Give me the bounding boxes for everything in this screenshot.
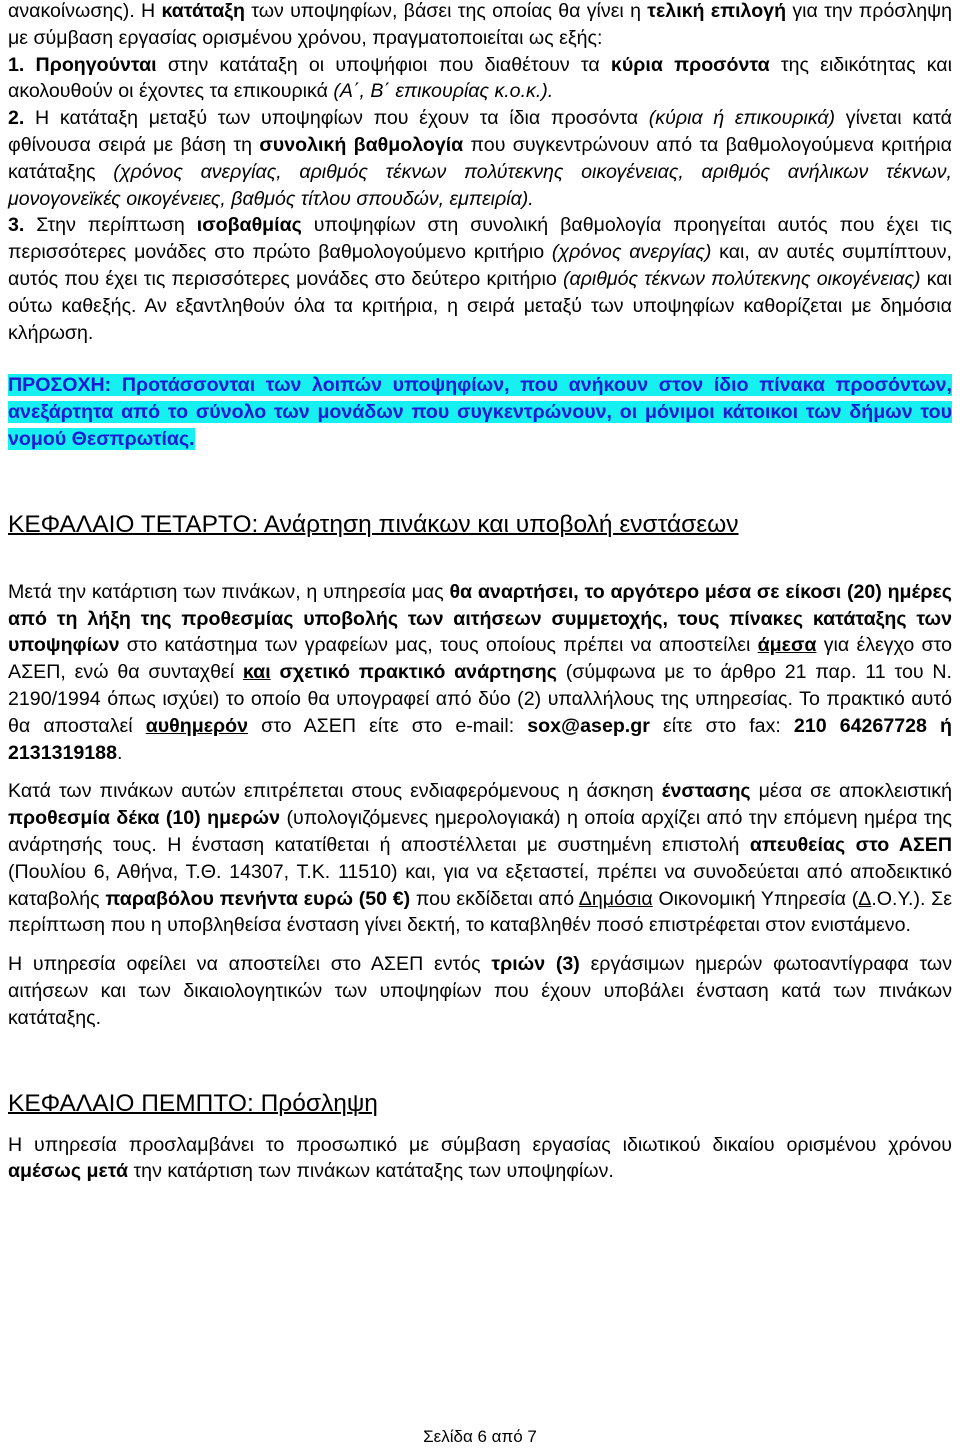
underlined-emphasis: άμεσα xyxy=(757,634,817,657)
italic-text: (Α΄, Β΄ επικουρίας κ.ο.κ.). xyxy=(333,80,554,103)
underlined-text: Δημόσια xyxy=(578,887,653,910)
ranking-rule-3 xyxy=(8,212,952,346)
chapter-4-heading: ΚΕΦΑΛΑΙΟ ΤΕΤΑΡΤΟ: Ανάρτηση πινάκων και υποβολή ενστάσεων xyxy=(8,510,739,538)
emphasis: κύρια προσόντα xyxy=(610,53,770,76)
underlined-emphasis: αυθημερόν xyxy=(145,714,248,737)
chapter-4-paragraph-2 xyxy=(8,778,952,939)
intro-paragraph xyxy=(8,0,952,52)
text: στο ΑΣΕΠ είτε στο e-mail: xyxy=(248,714,528,737)
italic-text: (αριθμός τέκνων πολύτεκνης οικογένειας) xyxy=(563,267,921,290)
list-number: 3. xyxy=(8,214,25,237)
text: που εκδίδεται από xyxy=(410,887,579,910)
text xyxy=(271,661,280,683)
italic-text: (χρόνος ανεργίας) xyxy=(551,241,712,264)
italic-text: (κύρια ή επικουρικά) xyxy=(648,107,836,130)
text: υποψηφίων στη συνολική βαθμολογία προηγείται αυτός που έχει τις περισσότερες μονάδες στο πρώτο βαθμολογούμενο κριτήριο xyxy=(8,214,952,264)
emphasis: αμέσως μετά xyxy=(8,1160,128,1183)
text: και ούτω καθεξής. Αν εξαντληθούν όλα τα κριτήρια, η σειρά μεταξύ των υποψηφίων καθορίζεται με δημόσια κλήρωση. xyxy=(8,267,952,344)
emphasis: προθεσμία δέκα (10) ημερών xyxy=(8,807,280,830)
text: Η κατάταξη μεταξύ των υποψηφίων που έχουν τα ίδια προσόντα xyxy=(24,107,649,130)
chapter-4-paragraph-1 xyxy=(8,579,952,767)
text: (υπολογιζόμενες ημερολογιακά) η οποία αρχίζει από την επόμενη ημέρα της ανάρτησής τους. Η ένσταση κατατίθεται ή αποστέλλεται με συστημένη επιστολή xyxy=(8,807,952,856)
text: .Ο.Υ.). Σε περίπτωση που η υποβληθείσα ένσταση γίνει δεκτή, το καταβληθέν ποσό επιστρέφεται στον ενιστάμενο. xyxy=(8,887,952,937)
text: Η υπηρεσία προσλαμβάνει το προσωπικό με σύμβαση εργασίας ιδιωτικού δικαίου ορισμένου χρόνου xyxy=(8,1133,952,1156)
text: εργάσιμων ημερών φωτοαντίγραφα των αιτήσεων και των δικαιολογητικών των υποψηφίων που έχουν υποβάλει ένσταση κατά των πινάκων κατάταξης. xyxy=(8,953,952,1029)
emphasis: ισοβαθμίας xyxy=(196,214,302,237)
text: που συγκεντρώνουν από τα βαθμολογούμενα κριτήρια κατάταξης xyxy=(8,133,952,183)
text: μέσα σε αποκλειστική xyxy=(750,780,952,803)
text: στην κατάταξη οι υποψήφιοι που διαθέτουν τα xyxy=(156,53,611,76)
list-number: 2. xyxy=(8,107,25,130)
ranking-rule-2 xyxy=(8,105,952,212)
underlined-text: Δ xyxy=(858,887,872,910)
text: . xyxy=(116,741,123,764)
emphasis: τριών (3) xyxy=(491,953,580,976)
text: Η υπηρεσία οφείλει να αποστείλει στο ΑΣΕΠ εντός xyxy=(8,953,492,976)
text: της ειδικότητας και ακολουθούν οι έχοντες τα επικουρικά xyxy=(8,53,952,103)
chapter-5-heading: ΚΕΦΑΛΑΙΟ ΠΕΜΠΤΟ: Πρόσληψη xyxy=(8,1089,378,1117)
chapter-4-paragraph-3 xyxy=(8,951,952,1031)
text: είτε στο fax: xyxy=(649,714,794,737)
highlighted-notice-text: ΠΡΟΣΟΧΗ: Προτάσσονται των λοιπών υποψηφίων, που ανήκουν στον ίδιο πίνακα προσόντων, ανεξάρτητα από το σύνολο των μονάδων που συγκεντρώνουν, οι μόνιμοι κάτοικοι των δήμων του νομού Θεσπρωτίας. xyxy=(8,374,952,450)
text: (σύμφωνα με το άρθρο 21 παρ. 11 του Ν. 2190/1994 όπως ισχύει) το οποίο θα υπογραφεί από δύο (2) υπαλλήλους της υπηρεσίας. Το πρακτικό αυτό θα αποσταλεί xyxy=(8,661,952,737)
italic-text: (χρόνος ανεργίας, αριθμός τέκνων πολύτεκνης οικογένειας, αριθμός ανήλικων τέκνων, μονογονεϊκές οικογένειες, βαθμός τίτλου σπουδών, εμπειρία). xyxy=(8,160,952,210)
text: για την πρόσληψη με σύμβαση εργασίας ορισμένου χρόνου, πραγματοποιείται ως εξής: xyxy=(8,0,953,49)
chapter-5-paragraph-1 xyxy=(8,1132,952,1186)
emphasis: συνολική βαθμολογία xyxy=(259,133,464,156)
text: γίνεται κατά φθίνουσα σειρά με βάση τη xyxy=(8,107,952,156)
underlined-emphasis: και xyxy=(242,661,271,684)
page-number: Σελίδα 6 από 7 xyxy=(423,1427,537,1446)
emphasis: Προηγούνται xyxy=(24,53,157,76)
text: και, αν αυτές συμπίπτουν, αυτός που έχει τις περισσότερες μονάδες στο δεύτερο κριτήριο xyxy=(8,241,952,290)
emphasis: απευθείας στο ΑΣΕΠ xyxy=(749,833,952,856)
text: Μετά την κατάρτιση των πινάκων, η υπηρεσία μας xyxy=(8,580,450,603)
text: Κατά των πινάκων αυτών επιτρέπεται στους ενδιαφερόμενους η άσκηση xyxy=(8,780,662,803)
text: την κατάρτιση των πινάκων κατάταξης των υποψηφίων. xyxy=(128,1160,614,1183)
emphasis: κατάταξη xyxy=(161,0,245,22)
list-number: 1. xyxy=(8,53,25,76)
emphasis: σχετικό πρακτικό ανάρτησης xyxy=(279,661,557,684)
text: στο κατάστημα των γραφείων μας, τους οποίους πρέπει να αποστείλει xyxy=(119,634,758,657)
text: Στην περίπτωση xyxy=(24,214,197,237)
text: των υποψηφίων, βάσει της οποίας θα γίνει η xyxy=(244,0,648,22)
text: ανακοίνωσης). Η xyxy=(8,0,162,22)
emphasis: τελική επιλογή xyxy=(647,0,787,22)
email-address: sox@asep.gr xyxy=(527,714,650,737)
attention-notice xyxy=(8,372,952,452)
fax-numbers: 210 64267728 ή 2131319188 xyxy=(8,714,952,764)
ranking-rule-1 xyxy=(8,52,952,106)
text: (Πουλίου 6, Αθήνα, Τ.Θ. 14307, Τ.Κ. 11510) και, για να εξεταστεί, πρέπει να συνοδεύεται από αποδεικτικό καταβολής xyxy=(8,860,952,910)
emphasis: θα αναρτήσει, το αργότερο μέσα σε είκοσι (20) ημέρες από τη λήξη της προθεσμίας υποβολής των αιτήσεων συμμετοχής, τους πίνακες κατάταξης των υποψηφίων xyxy=(8,580,952,657)
text: για έλεγχο στο ΑΣΕΠ, ενώ θα συνταχθεί xyxy=(8,634,952,684)
emphasis: ένστασης xyxy=(661,780,751,803)
text: Οικονομική Υπηρεσία ( xyxy=(652,887,859,910)
document-body xyxy=(8,0,952,1185)
emphasis: παραβόλου πενήντα ευρώ (50 €) xyxy=(105,887,411,910)
